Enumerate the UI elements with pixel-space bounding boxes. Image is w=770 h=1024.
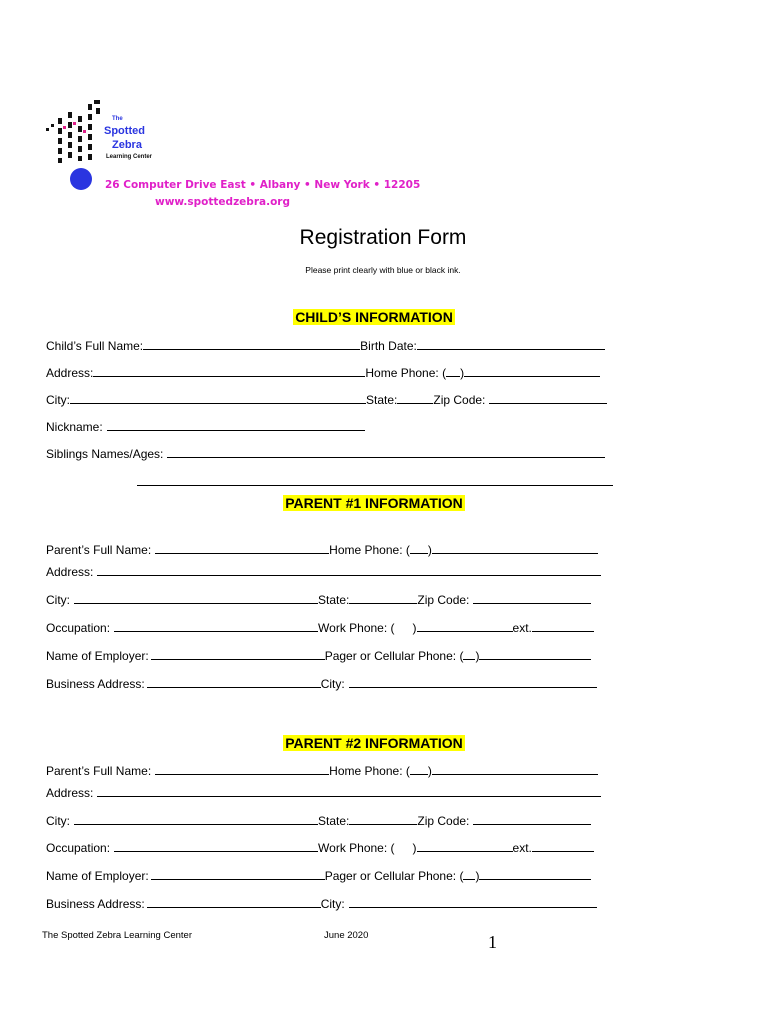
parent2-state-label: State: (318, 814, 350, 828)
parent1-zip-field[interactable] (473, 593, 591, 604)
parent2-work-phone-label: Work Phone: ( (318, 841, 395, 855)
child-home-phone-field[interactable] (464, 366, 600, 377)
parent1-name-label: Parent’s Full Name: (46, 543, 152, 557)
parent2-home-phone-label: Home Phone: ( (329, 764, 410, 778)
child-name-row (46, 339, 605, 353)
paren-close: ) (475, 869, 480, 883)
svg-text:The: The (112, 116, 123, 122)
parent1-home-phone-field[interactable] (432, 543, 598, 554)
parent2-pager-area-field[interactable] (463, 869, 475, 880)
parent1-occupation-label: Occupation: (46, 621, 111, 635)
parent1-area-code-field[interactable] (410, 543, 428, 554)
parent1-state-field[interactable] (349, 593, 417, 604)
parent1-city-row (46, 593, 591, 607)
parent1-name-row (46, 543, 598, 557)
parent2-business-row (46, 897, 597, 911)
child-city-row (46, 393, 607, 407)
child-name-field[interactable] (143, 339, 360, 350)
child-city-field[interactable] (70, 393, 366, 404)
parent2-name-label: Parent’s Full Name: (46, 764, 152, 778)
parent1-ext-label: ext. (512, 621, 532, 635)
parent1-work-phone-field[interactable] (417, 621, 513, 632)
parent1-employer-row (46, 649, 591, 663)
parent1-pager-area-field[interactable] (463, 649, 475, 660)
child-zip-field[interactable] (489, 393, 607, 404)
paren-close: ) (427, 543, 432, 557)
parent2-home-phone-field[interactable] (432, 764, 598, 775)
parent2-name-row (46, 764, 598, 778)
nickname-label: Nickname: (46, 420, 103, 434)
svg-text:Learning Center: Learning Center (106, 154, 153, 160)
child-zip-label: Zip Code: (433, 393, 486, 407)
parent1-name-field[interactable] (155, 543, 329, 554)
parent1-city-label: City: (46, 593, 70, 607)
birth-date-label: Birth Date: (360, 339, 417, 353)
parent1-business-city-label: City: (320, 677, 345, 691)
child-city-label: City: (46, 393, 70, 407)
footer-org: The Spotted Zebra Learning Center (42, 930, 192, 941)
siblings-row (46, 447, 605, 461)
nickname-row (46, 420, 365, 434)
parent1-section-heading: PARENT #1 INFORMATION (285, 495, 463, 511)
child-address-row (46, 366, 600, 380)
parent2-pager-label: Pager or Cellular Phone: ( (324, 869, 464, 883)
parent1-address-row (46, 565, 601, 579)
parent1-employer-field[interactable] (151, 649, 325, 660)
siblings-field[interactable] (167, 447, 605, 458)
parent1-zip-label: Zip Code: (417, 593, 470, 607)
parent1-business-row (46, 677, 597, 691)
child-address-label: Address: (46, 366, 94, 380)
parent1-business-city-field[interactable] (349, 677, 597, 688)
parent2-occupation-row (46, 841, 594, 855)
parent2-business-address-field[interactable] (147, 897, 321, 908)
parent2-area-code-field[interactable] (410, 764, 428, 775)
parent2-ext-label: ext. (512, 841, 532, 855)
paren-close: ) (412, 841, 417, 855)
parent1-pager-label: Pager or Cellular Phone: ( (324, 649, 464, 663)
parent1-business-address-label: Business Address: (46, 677, 145, 691)
nickname-field[interactable] (107, 420, 365, 431)
parent2-address-label: Address: (46, 786, 94, 800)
parent2-business-city-field[interactable] (349, 897, 597, 908)
parent2-address-row (46, 786, 601, 800)
parent1-business-address-field[interactable] (147, 677, 321, 688)
footer-date: June 2020 (324, 930, 369, 941)
parent1-address-label: Address: (46, 565, 94, 579)
parent2-name-field[interactable] (155, 764, 329, 775)
parent2-section-heading: PARENT #2 INFORMATION (285, 735, 463, 751)
website-link[interactable]: www.spottedzebra.org (155, 196, 290, 208)
parent1-home-phone-label: Home Phone: ( (329, 543, 410, 557)
parent2-occupation-label: Occupation: (46, 841, 111, 855)
parent1-occupation-row (46, 621, 594, 635)
child-area-code-field[interactable] (446, 366, 460, 377)
parent2-zip-field[interactable] (473, 814, 591, 825)
parent2-address-field[interactable] (97, 786, 601, 797)
paren-close: ) (427, 764, 432, 778)
page-number: 1 (488, 932, 497, 952)
parent2-employer-label: Name of Employer: (46, 869, 149, 883)
child-section-heading: CHILD’S INFORMATION (295, 309, 453, 325)
child-state-label: State: (366, 393, 398, 407)
parent2-city-field[interactable] (74, 814, 318, 825)
center-address: 26 Computer Drive East • Albany • New York • 12205 (105, 179, 421, 191)
parent2-occupation-field[interactable] (114, 841, 318, 852)
parent2-state-field[interactable] (349, 814, 417, 825)
parent2-employer-field[interactable] (151, 869, 325, 880)
parent2-city-label: City: (46, 814, 70, 828)
page-title: Registration Form (299, 226, 467, 249)
parent1-city-field[interactable] (74, 593, 318, 604)
birth-date-field[interactable] (417, 339, 605, 350)
paren-close: ) (412, 621, 417, 635)
child-address-field[interactable] (93, 366, 365, 377)
parent1-ext-field[interactable] (532, 621, 594, 632)
parent2-work-phone-field[interactable] (417, 841, 513, 852)
parent1-employer-label: Name of Employer: (46, 649, 149, 663)
siblings-field-continued[interactable] (137, 485, 613, 486)
paren-close: ) (475, 649, 480, 663)
parent1-state-label: State: (318, 593, 350, 607)
parent2-city-row (46, 814, 591, 828)
parent1-address-field[interactable] (97, 565, 601, 576)
parent1-occupation-field[interactable] (114, 621, 318, 632)
parent2-zip-label: Zip Code: (417, 814, 470, 828)
parent2-ext-field[interactable] (532, 841, 594, 852)
page-subtitle: Please print clearly with blue or black ink. (305, 265, 461, 275)
parent1-pager-field[interactable] (479, 649, 591, 660)
siblings-label: Siblings Names/Ages: (46, 447, 164, 461)
parent2-pager-field[interactable] (479, 869, 591, 880)
parent2-business-city-label: City: (320, 897, 345, 911)
child-name-label: Child’s Full Name: (46, 339, 144, 353)
child-state-field[interactable] (397, 393, 433, 404)
paren-close: ) (460, 366, 465, 380)
zebra-logo (40, 98, 160, 190)
parent1-work-phone-label: Work Phone: ( (318, 621, 395, 635)
parent2-employer-row (46, 869, 591, 883)
parent2-business-address-label: Business Address: (46, 897, 145, 911)
svg-text:Zebra: Zebra (112, 139, 142, 151)
svg-text:Spotted: Spotted (104, 125, 145, 137)
child-home-phone-label: Home Phone: ( (365, 366, 447, 380)
